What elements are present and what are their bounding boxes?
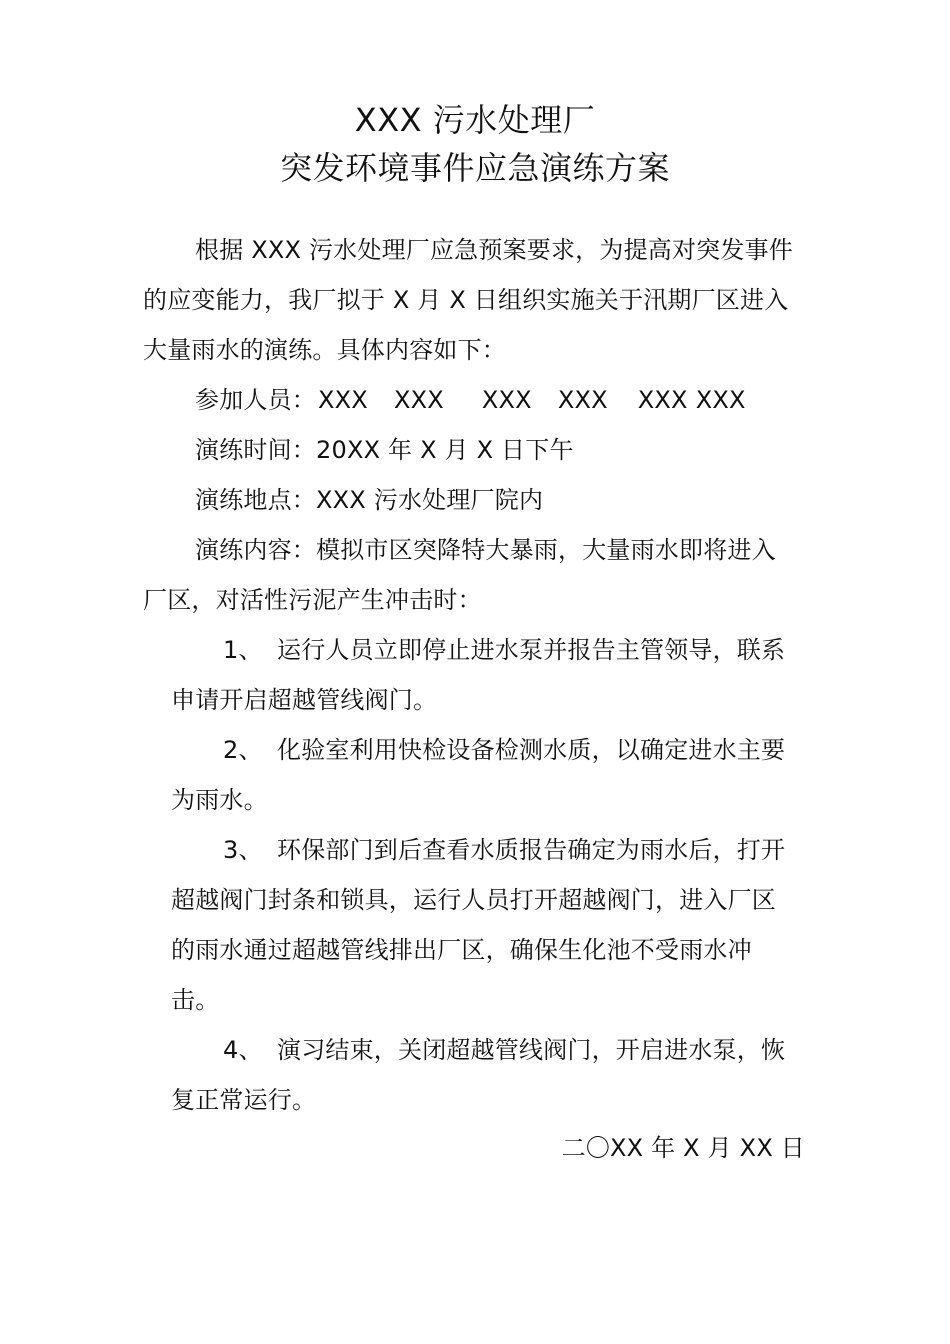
step-2-line-2: 为雨水。 xyxy=(171,786,268,814)
document-title-line2: 突发环境事件应急演练方案 xyxy=(279,149,670,187)
intro-line-3: 大量雨水的演练。具体内容如下： xyxy=(143,336,506,364)
participants-line xyxy=(195,384,746,416)
participant-name: XXX xyxy=(557,386,608,414)
step-number: 2、 xyxy=(223,736,263,764)
participant-name: XXX xyxy=(393,386,444,414)
step-3-line-3: 的雨水通过超越管线排出厂区，确保生化池不受雨水冲 xyxy=(171,936,752,964)
step-text: 演习结束，关闭超越管线阀门，开启进水泵，恢 xyxy=(277,1036,786,1064)
step-3-line-1 xyxy=(223,834,785,866)
step-text: 环保部门到后查看水质报告确定为雨水后，打开 xyxy=(277,836,786,864)
drill-content-line-2: 厂区，对活性污泥产生冲击时： xyxy=(143,586,482,614)
step-number: 1、 xyxy=(223,636,263,664)
step-3-line-4: 击。 xyxy=(171,986,220,1014)
intro-line-1: 根据 XXX 污水处理厂应急预案要求，为提高对突发事件 xyxy=(195,236,793,264)
step-4-line-1 xyxy=(223,1034,785,1066)
participant-name: XXX xyxy=(695,386,746,414)
participant-name: XXX xyxy=(318,386,368,414)
step-number: 4、 xyxy=(223,1036,263,1064)
document-title-line1: XXX 污水处理厂 xyxy=(354,101,596,139)
participants-label: 参加人员： xyxy=(195,386,316,414)
step-text: 运行人员立即停止进水泵并报告主管领导，联系 xyxy=(277,636,786,664)
step-4-line-2: 复正常运行。 xyxy=(171,1086,317,1114)
drill-location-line: 演练地点：XXX 污水处理厂院内 xyxy=(195,486,544,514)
step-1-line-2: 申请开启超越管线阀门。 xyxy=(171,686,438,714)
step-3-line-2: 超越阀门封条和锁具，运行人员打开超越阀门，进入厂区 xyxy=(171,886,776,914)
step-number: 3、 xyxy=(223,836,263,864)
document-date: 二〇XX 年 X 月 XX 日 xyxy=(561,1134,805,1162)
participant-name: XXX xyxy=(481,386,532,414)
step-1-line-1 xyxy=(223,634,785,666)
step-text: 化验室利用快检设备检测水质，以确定进水主要 xyxy=(277,736,786,764)
participant-name: XXX xyxy=(637,386,688,414)
drill-time-line: 演练时间：20XX 年 X 月 X 日下午 xyxy=(195,436,574,464)
drill-content-line-1: 演练内容：模拟市区突降特大暴雨，大量雨水即将进入 xyxy=(195,536,776,564)
step-2-line-1 xyxy=(223,734,785,766)
intro-line-2: 的应变能力，我厂拟于 X 月 X 日组织实施关于汛期厂区进入 xyxy=(143,286,789,314)
